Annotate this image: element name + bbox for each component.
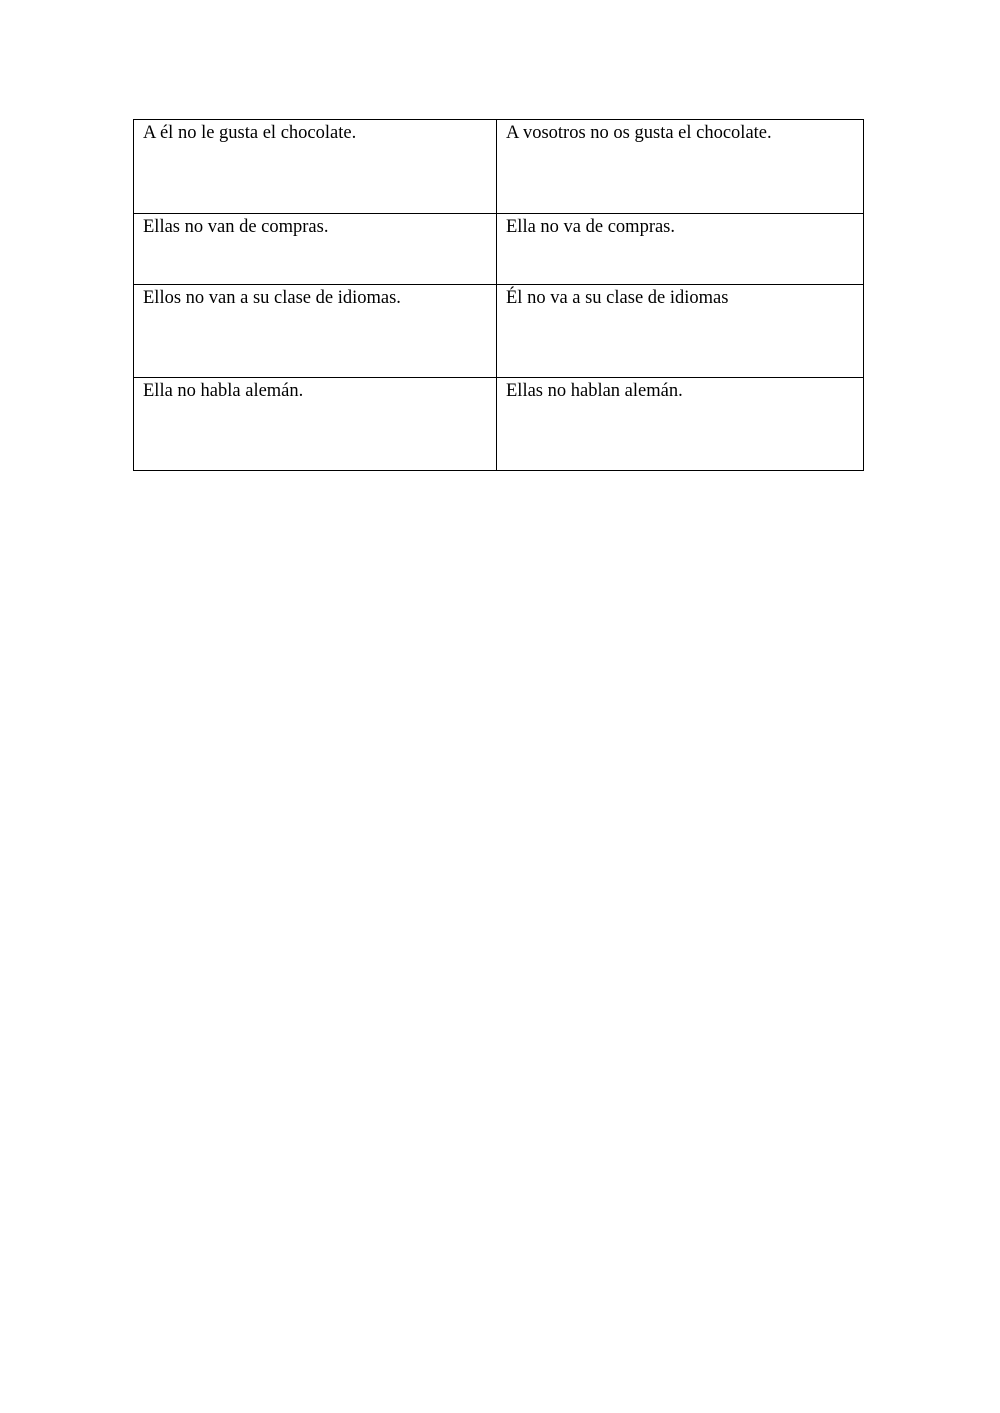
table-cell-right: Ellas no hablan alemán.: [497, 378, 864, 471]
table-cell-right: Él no va a su clase de idiomas: [497, 285, 864, 378]
table-cell-left: Ella no habla alemán.: [134, 378, 497, 471]
table-row: [134, 285, 864, 378]
table-cell-right: A vosotros no os gusta el chocolate.: [497, 120, 864, 214]
table-cell-left: Ellas no van de compras.: [134, 214, 497, 285]
table-cell-left: A él no le gusta el chocolate.: [134, 120, 497, 214]
sentence-table: [133, 119, 864, 471]
table-row: [134, 378, 864, 471]
table-row: [134, 214, 864, 285]
table-row: [134, 120, 864, 214]
table-cell-right: Ella no va de compras.: [497, 214, 864, 285]
table-cell-left: Ellos no van a su clase de idiomas.: [134, 285, 497, 378]
